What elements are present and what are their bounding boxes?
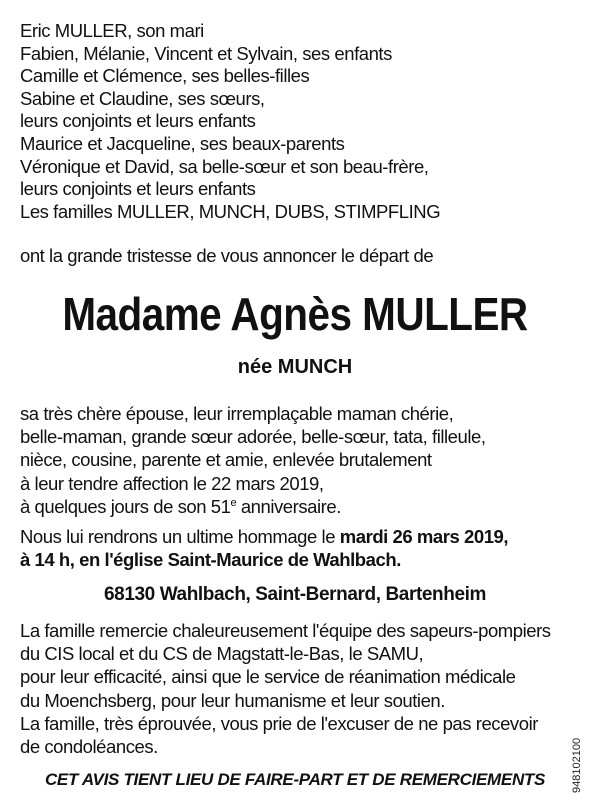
family-line: leurs conjoints et leurs enfants <box>20 178 256 200</box>
thanks-line: La famille remercie chaleureusement l'équipe des sapeurs-pompiers <box>20 620 551 641</box>
deceased-name: Madame Agnès MULLER <box>62 288 528 340</box>
description-line: belle-maman, grande sœur adorée, belle-sœur, tata, filleule, <box>20 426 486 448</box>
family-line: Fabien, Mélanie, Vincent et Sylvain, ses enfants <box>20 42 392 64</box>
family-list <box>20 20 440 223</box>
reference-number: 948102100 <box>571 737 583 793</box>
description-line: nièce, cousine, parente et amie, enlevée brutalement <box>20 449 432 471</box>
age-end: anniversaire. <box>236 495 341 517</box>
ceremony-line <box>20 548 508 571</box>
birth-name: née MUNCH <box>237 356 353 378</box>
family-line: Les familles MULLER, MUNCH, DUBS, STIMPFLING <box>20 200 441 222</box>
footer-notice: CET AVIS TIENT LIEU DE FAIRE-PART ET DE REMERCIEMENTS <box>44 770 546 789</box>
family-line: Camille et Clémence, ses belles-filles <box>20 65 310 87</box>
thanks-line: du CIS local et du CS de Magstatt-le-Bas, le SAMU, <box>20 643 424 665</box>
ceremony-time-place: à 14 h, en l'église Saint-Maurice de Wahlbach. <box>20 549 401 570</box>
description-block <box>20 402 486 518</box>
ceremony-block <box>20 525 508 571</box>
ceremony-date: mardi 26 mars 2019, <box>339 526 509 547</box>
thanks-block <box>20 619 551 758</box>
thanks-line: pour leur efficacité, ainsi que le service de réanimation médicale <box>20 666 516 688</box>
ceremony-line <box>20 525 508 548</box>
thanks-line: La famille, très éprouvée, vous prie de l'excuser de ne pas recevoir <box>20 712 538 734</box>
announcement-text: ont la grande tristesse de vous annoncer le départ de <box>20 245 434 266</box>
family-line: Eric MULLER, son mari <box>20 20 204 41</box>
age-suffix: e <box>230 496 237 509</box>
thanks-line: du Moenchsberg, pour leur humanisme et leur soutien. <box>20 689 445 711</box>
family-line: leurs conjoints et leurs enfants <box>20 110 256 132</box>
ceremony-intro: Nous lui rendrons un ultime hommage le <box>20 526 340 547</box>
description-line: sa très chère épouse, leur irremplaçable maman chérie, <box>20 403 454 424</box>
address-line: 68130 Wahlbach, Saint-Bernard, Bartenheim <box>103 584 487 605</box>
description-line: à leur tendre affection le 22 mars 2019, <box>20 472 324 494</box>
thanks-line: de condoléances. <box>20 736 158 758</box>
family-line: Maurice et Jacqueline, ses beaux-parents <box>20 132 345 154</box>
family-line: Sabine et Claudine, ses sœurs, <box>20 87 265 109</box>
age-prefix: à quelques jours de son 51 <box>20 495 231 517</box>
family-line: Véronique et David, sa belle-sœur et son beau-frère, <box>20 155 429 177</box>
description-line-age <box>20 495 486 518</box>
